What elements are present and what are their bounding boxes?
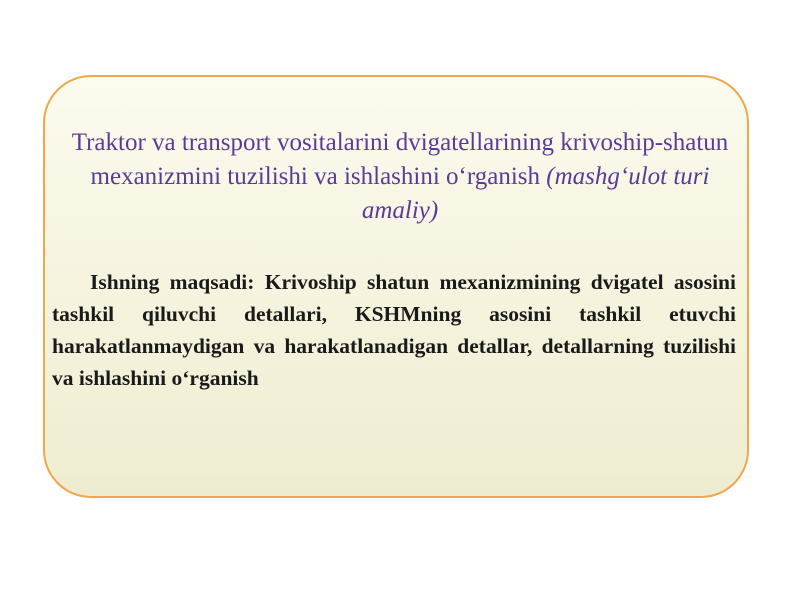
title-lesson-type: (mashg‘ulot turi amaliy) xyxy=(361,163,710,224)
slide-title xyxy=(58,126,742,228)
title-main-text: Traktor va transport vositalarini dvigatellarining krivoship-shatun mexanizmini tuzilishi va ishlashini o‘rganish xyxy=(71,129,729,190)
objective-paragraph: Ishning maqsadi: Krivoship shatun mexanizmining dvigatel asosini tashkil qiluvchi detallari, KSHMning asosini tashkil etuvchi harakatlanmaydigan va harakatlanadigan detallar, detallarning tuzilishi va ishlashini o‘rganish xyxy=(52,270,736,390)
